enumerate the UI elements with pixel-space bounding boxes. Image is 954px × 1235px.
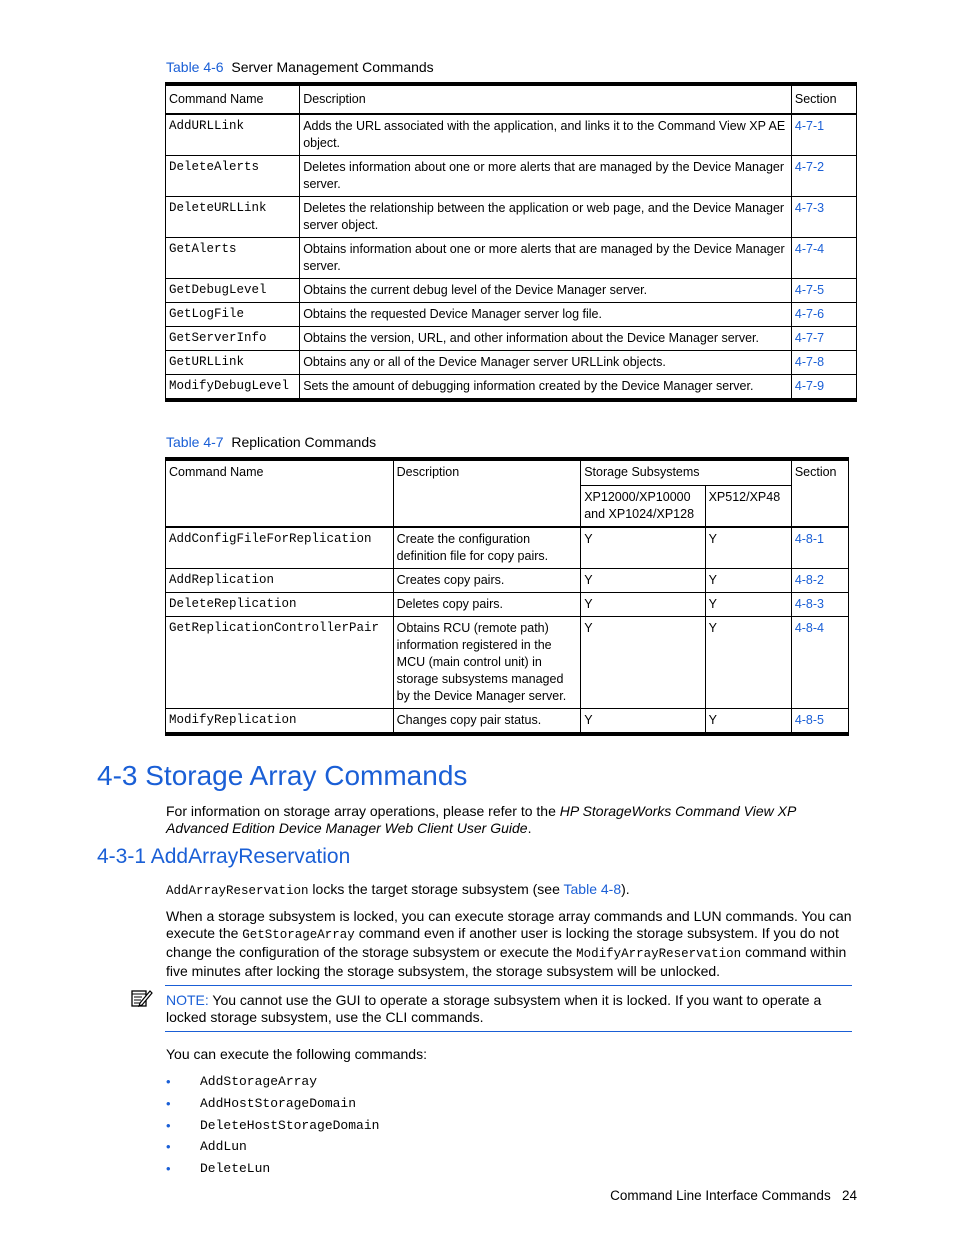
support-xp512-cell: Y xyxy=(705,569,791,593)
support-xp512-cell: Y xyxy=(705,617,791,709)
section-link[interactable]: 4-8-3 xyxy=(791,593,848,617)
table-4-7-title: Replication Commands xyxy=(231,434,377,450)
section-link[interactable]: 4-7-1 xyxy=(791,114,856,156)
table-4-6-number[interactable]: Table 4-6 xyxy=(166,59,224,75)
table-row xyxy=(166,303,857,327)
description-cell: Obtains the version, URL, and other information about the Device Manager server. xyxy=(300,327,792,351)
command-cell: AddURLLink xyxy=(166,114,300,156)
table-row xyxy=(166,197,857,238)
table-row xyxy=(166,114,857,156)
table-row xyxy=(166,238,857,279)
replication-table xyxy=(165,457,849,736)
description-cell: Obtains information about one or more alerts that are managed by the Device Manager server. xyxy=(300,238,792,279)
command-name: AddStorageArray xyxy=(200,1074,318,1089)
table-row xyxy=(166,375,857,401)
table-row xyxy=(166,327,857,351)
p2-text-b: command even if another user is locking the storage subsystem. If you do not change the configuration of the storage subsystem or execute the xyxy=(166,925,839,960)
table-row xyxy=(166,617,849,709)
command-name: DeleteHostStorageDomain xyxy=(200,1117,380,1133)
command-name: AddLun xyxy=(200,1139,247,1155)
table-4-7-caption xyxy=(166,434,376,450)
header-command-name: Command Name xyxy=(166,459,394,527)
table-row xyxy=(166,569,849,593)
command-name: AddHostStorageDomain xyxy=(200,1095,357,1111)
section-link[interactable]: 4-8-4 xyxy=(791,617,848,709)
table-4-8-link[interactable]: Table 4-8 xyxy=(563,881,622,897)
header-command-name: Command Name xyxy=(166,84,300,114)
support-xp12000-cell: Y xyxy=(581,709,705,735)
section-link[interactable]: 4-7-8 xyxy=(791,351,856,375)
page-number: 24 xyxy=(841,1188,857,1203)
table-row xyxy=(166,351,857,375)
note-text: You cannot use the GUI to operate a storage subsystem when it is locked. If you want to operate a locked storage subsystem, use the CLI commands. xyxy=(166,992,822,1025)
command-cell: GetReplicationControllerPair xyxy=(166,617,394,709)
command-cell: DeleteURLLink xyxy=(166,197,300,238)
description-cell: Obtains RCU (remote path) information registered in the MCU (main control unit) in storage subsystems managed by the Device Manager server. xyxy=(393,617,581,709)
intro-end: . xyxy=(527,820,532,836)
header-description: Description xyxy=(300,84,792,114)
command-cell: ModifyDebugLevel xyxy=(166,375,300,401)
paragraph-3: You can execute the following commands: xyxy=(166,1046,427,1062)
section-link[interactable]: 4-7-3 xyxy=(791,197,856,238)
description-cell: Adds the URL associated with the application, and links it to the Command View XP AE object. xyxy=(300,114,792,156)
section-link[interactable]: 4-8-5 xyxy=(791,709,848,735)
section-link[interactable]: 4-7-6 xyxy=(791,303,856,327)
command-cell: DeleteReplication xyxy=(166,593,394,617)
command-cell: GetDebugLevel xyxy=(166,279,300,303)
description-cell: Create the configuration definition file for copy pairs. xyxy=(393,527,581,569)
p1-end: ). xyxy=(621,881,630,897)
section-heading: 4-3 Storage Array Commands xyxy=(97,760,468,791)
command-cell: DeleteAlerts xyxy=(166,156,300,197)
header-section: Section xyxy=(791,84,856,114)
table-4-6-caption xyxy=(166,59,434,75)
section-link[interactable]: 4-8-2 xyxy=(791,569,848,593)
description-cell: Deletes the relationship between the application or web page, and the Device Manager server object. xyxy=(300,197,792,238)
section-link[interactable]: 4-7-4 xyxy=(791,238,856,279)
command-cell: GetAlerts xyxy=(166,238,300,279)
command-cell: AddConfigFileForReplication xyxy=(166,527,394,569)
note-box xyxy=(165,985,852,1032)
table-4-7-number[interactable]: Table 4-7 xyxy=(166,434,224,450)
description-cell: Creates copy pairs. xyxy=(393,569,581,593)
description-cell: Sets the amount of debugging information created by the Device Manager server. xyxy=(300,375,792,401)
header-description: Description xyxy=(393,459,581,527)
p2-text-a: When a storage subsystem is locked, you can execute storage array commands and LUN commands. You can execute the xyxy=(166,908,852,941)
inline-code: AddArrayReservation xyxy=(166,884,309,898)
intro-guide-title: HP StorageWorks Command View XP Advanced Edition Device Manager Web Client User Guide xyxy=(166,803,796,836)
inline-code: ModifyArrayReservation xyxy=(576,947,742,961)
header-section: Section xyxy=(791,459,848,527)
table-4-6-title: Server Management Commands xyxy=(231,59,434,75)
section-link[interactable]: 4-7-5 xyxy=(791,279,856,303)
command-cell: AddReplication xyxy=(166,569,394,593)
support-xp12000-cell: Y xyxy=(581,617,705,709)
command-name: DeleteLun xyxy=(200,1161,271,1177)
subsection-heading: 4-3-1 AddArrayReservation xyxy=(97,845,351,868)
support-xp12000-cell: Y xyxy=(581,593,705,617)
command-cell: GetServerInfo xyxy=(166,327,300,351)
section-link[interactable]: 4-7-2 xyxy=(791,156,856,197)
p2-text-c: command within five minutes after locking the storage subsystem, the storage subsystem will be unlocked. xyxy=(166,944,847,979)
server-management-table xyxy=(165,82,857,402)
note-pad-icon xyxy=(131,988,153,1011)
p1-text: locks the target storage subsystem (see xyxy=(308,881,564,897)
table-row xyxy=(166,156,857,197)
support-xp512-cell: Y xyxy=(705,527,791,569)
command-cell: GetURLLink xyxy=(166,351,300,375)
section-intro xyxy=(166,803,826,837)
support-xp512-cell: Y xyxy=(705,709,791,735)
description-cell: Obtains the requested Device Manager server log file. xyxy=(300,303,792,327)
header-storage-subsystems: Storage Subsystems xyxy=(581,459,792,486)
footer-chapter: Command Line Interface Commands xyxy=(610,1188,831,1203)
section-link[interactable]: 4-8-1 xyxy=(791,527,848,569)
header-xp12000: XP12000/XP10000 and XP1024/XP128 xyxy=(581,486,705,528)
bullet-dot: • xyxy=(166,1074,171,1089)
table-row xyxy=(166,709,849,735)
description-cell: Obtains any or all of the Device Manager server URLLink objects. xyxy=(300,351,792,375)
paragraph-1 xyxy=(166,881,858,900)
section-link[interactable]: 4-7-9 xyxy=(791,375,856,401)
command-cell: GetLogFile xyxy=(166,303,300,327)
description-cell: Deletes copy pairs. xyxy=(393,593,581,617)
header-xp512: XP512/XP48 xyxy=(705,486,791,528)
description-cell: Deletes information about one or more alerts that are managed by the Device Manager server. xyxy=(300,156,792,197)
description-cell: Obtains the current debug level of the Device Manager server. xyxy=(300,279,792,303)
section-link[interactable]: 4-7-7 xyxy=(791,327,856,351)
page-footer xyxy=(610,1188,857,1203)
support-xp512-cell: Y xyxy=(705,593,791,617)
bullet-dot: • xyxy=(166,1117,171,1133)
support-xp12000-cell: Y xyxy=(581,527,705,569)
command-cell: ModifyReplication xyxy=(166,709,394,735)
inline-code: GetStorageArray xyxy=(242,928,355,942)
bullet-dot: • xyxy=(166,1161,171,1177)
intro-text: For information on storage array operations, please refer to the xyxy=(166,803,560,819)
table-row xyxy=(166,279,857,303)
bullet-dot: • xyxy=(166,1139,171,1155)
bullet-dot: • xyxy=(166,1095,171,1111)
table-row xyxy=(166,527,849,569)
paragraph-2 xyxy=(166,908,858,980)
support-xp12000-cell: Y xyxy=(581,569,705,593)
note-label: NOTE: xyxy=(166,992,209,1008)
description-cell: Changes copy pair status. xyxy=(393,709,581,735)
table-row xyxy=(166,593,849,617)
